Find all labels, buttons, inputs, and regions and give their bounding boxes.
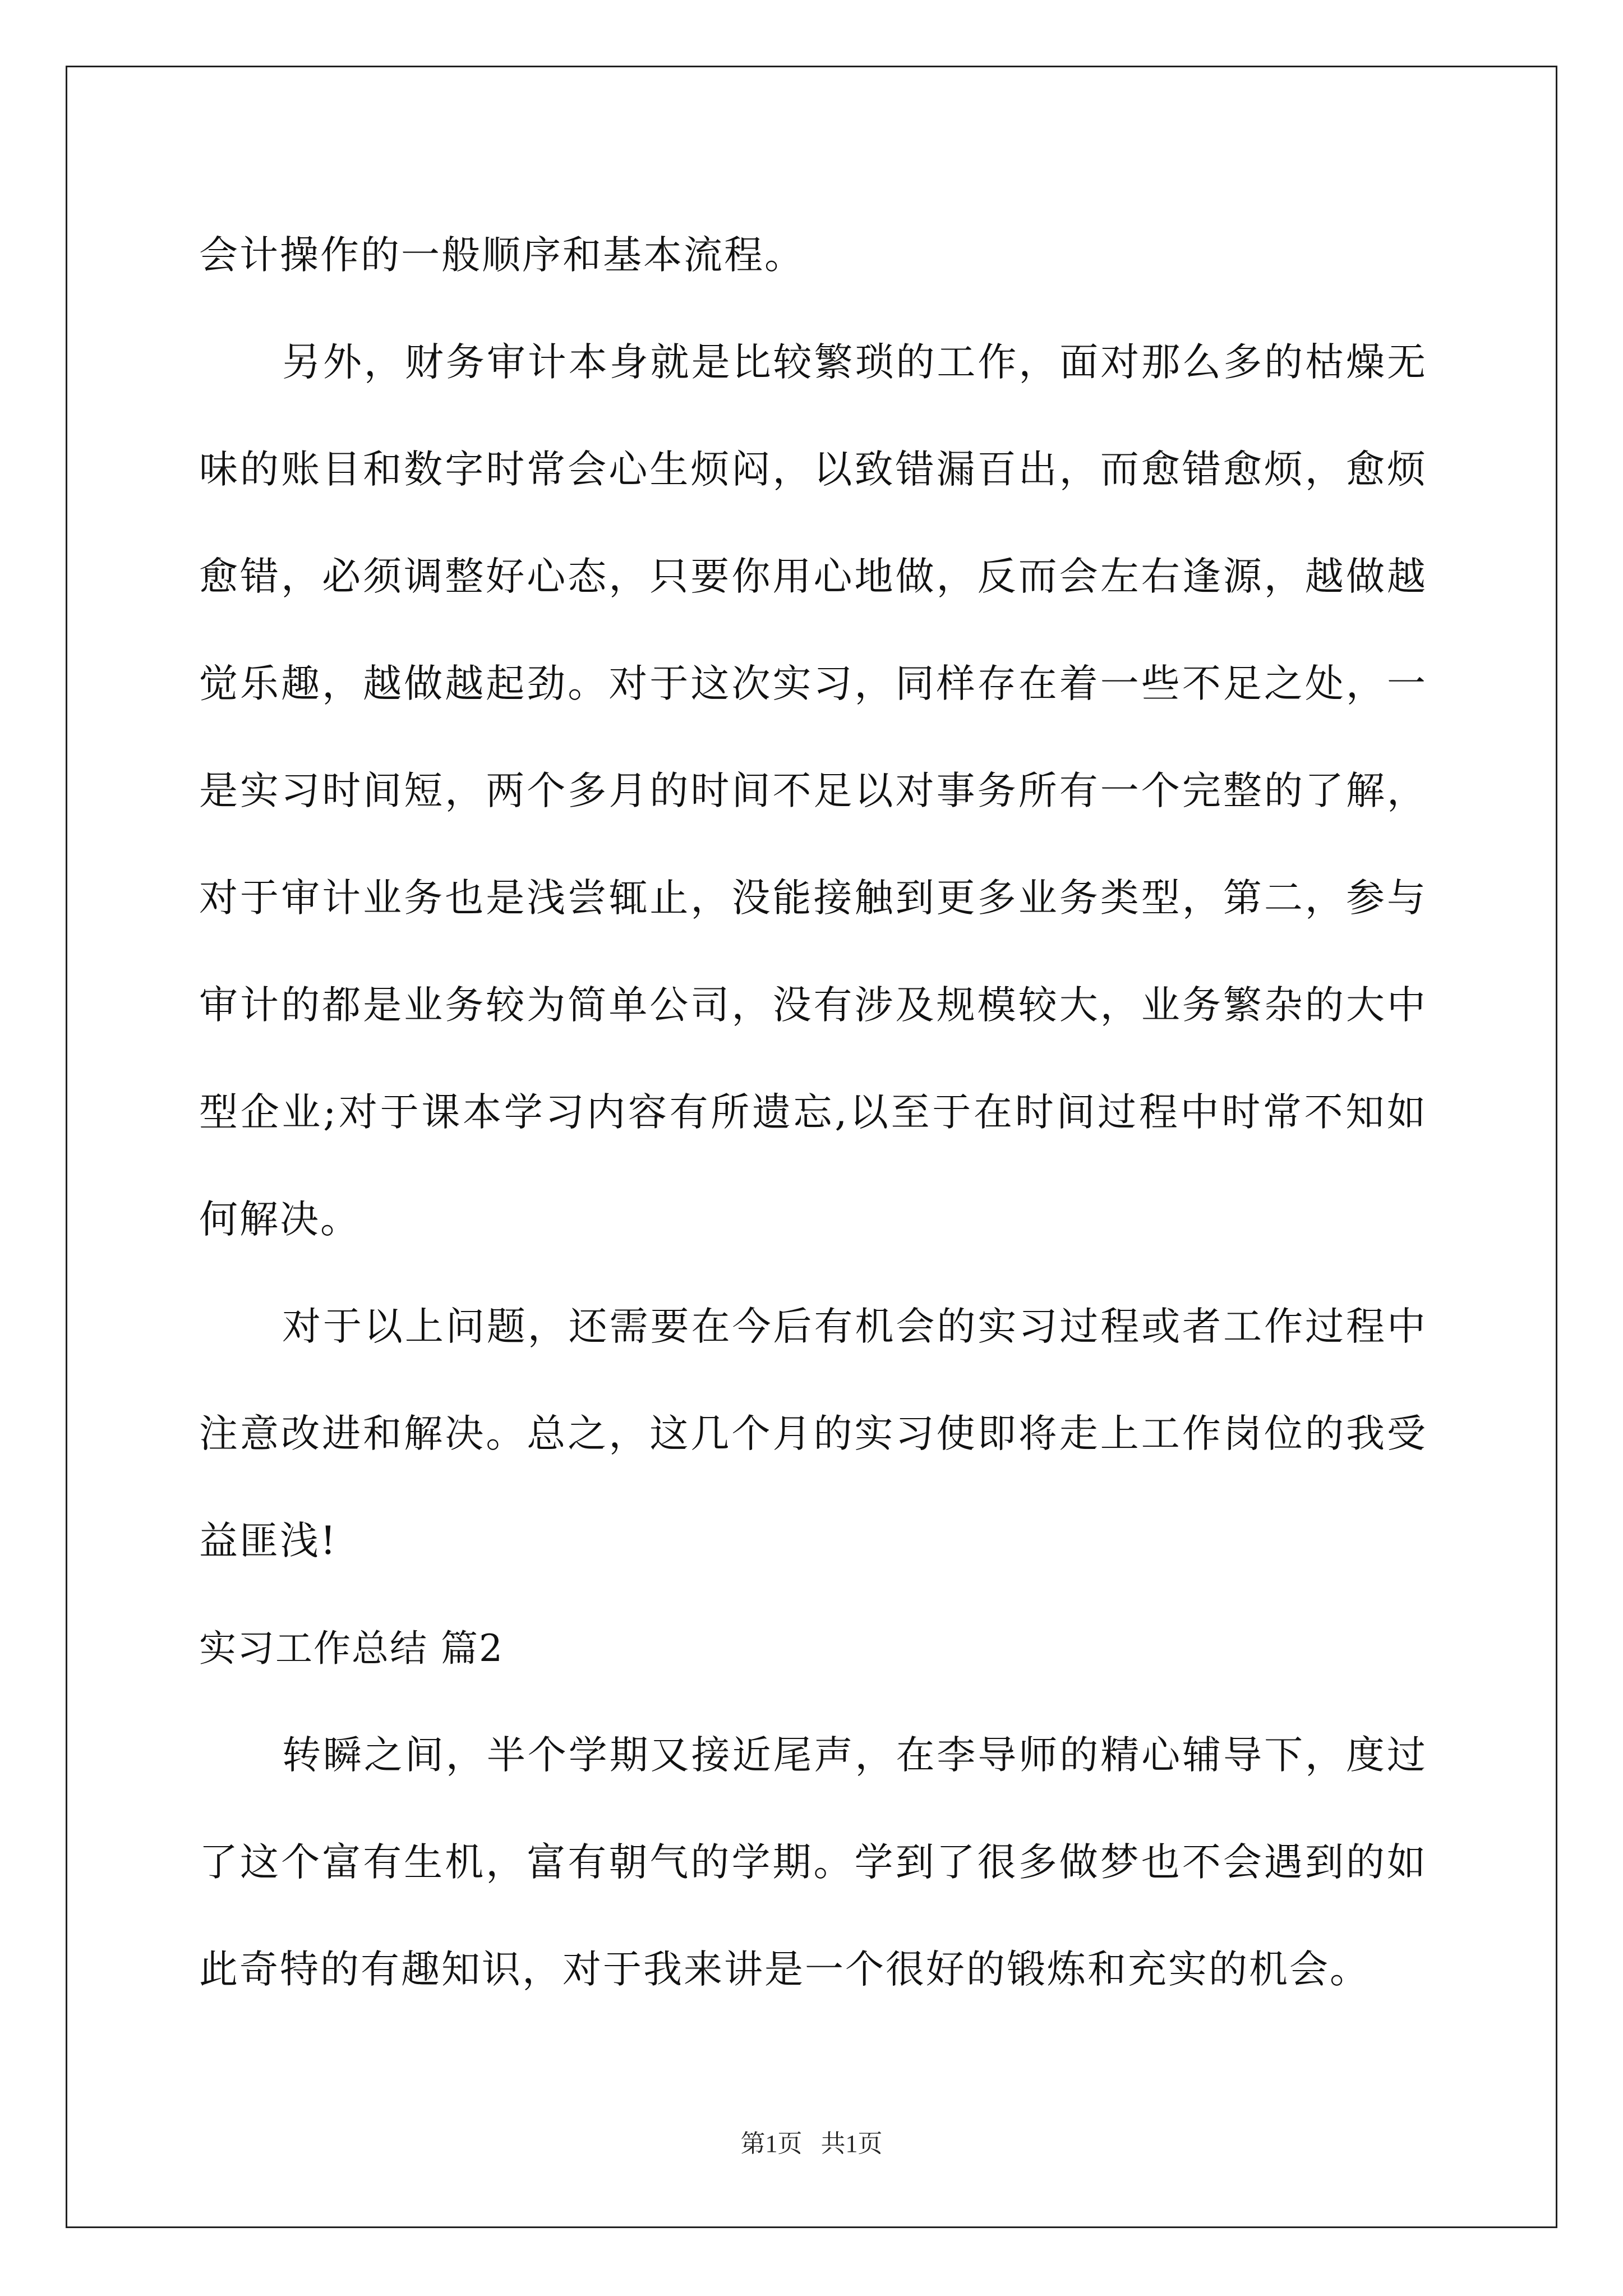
paragraph-1: 会计操作的一般顺序和基本流程。	[199, 233, 805, 278]
paragraph-3: 对于以上问题，还需要在今后有机会的实习过程或者工作过程中注意改进和解决。总之，这几个月的实习使即将走上工作岗位的我受益匪浅!	[199, 1304, 1427, 1563]
document-body	[199, 202, 1427, 2023]
page-footer: 第1页 共1页	[740, 2130, 883, 2157]
paragraph-2: 另外，财务审计本身就是比较繁琐的工作，面对那么多的枯燥无味的账目和数字时常会心生烦闷，以致错漏百出，而愈错愈烦，愈烦愈错，必须调整好心态，只要你用心地做，反而会左右逢源，越做越觉乐趣，越做越起劲。对于这次实习，同样存在着一些不足之处，一是实习时间短，两个多月的时间不足以对事务所有一个完整的了解，对于审计业务也是浅尝辄止，没能接触到更多业务类型，第二，参与审计的都是业务较为简单公司，没有涉及规模较大，业务繁杂的大中型企业;对于课本学习内容有所遗忘,以至于在时间过程中时常不知如何解决。	[199, 340, 1427, 1242]
section-heading: 实习工作总结 篇2	[199, 1627, 504, 1670]
paragraph-4: 转瞬之间，半个学期又接近尾声，在李导师的精心辅导下，度过了这个富有生机，富有朝气的学期。学到了很多做梦也不会遇到的如此奇特的有趣知识，对于我来讲是一个很好的锻炼和充实的机会。	[199, 1733, 1427, 1992]
